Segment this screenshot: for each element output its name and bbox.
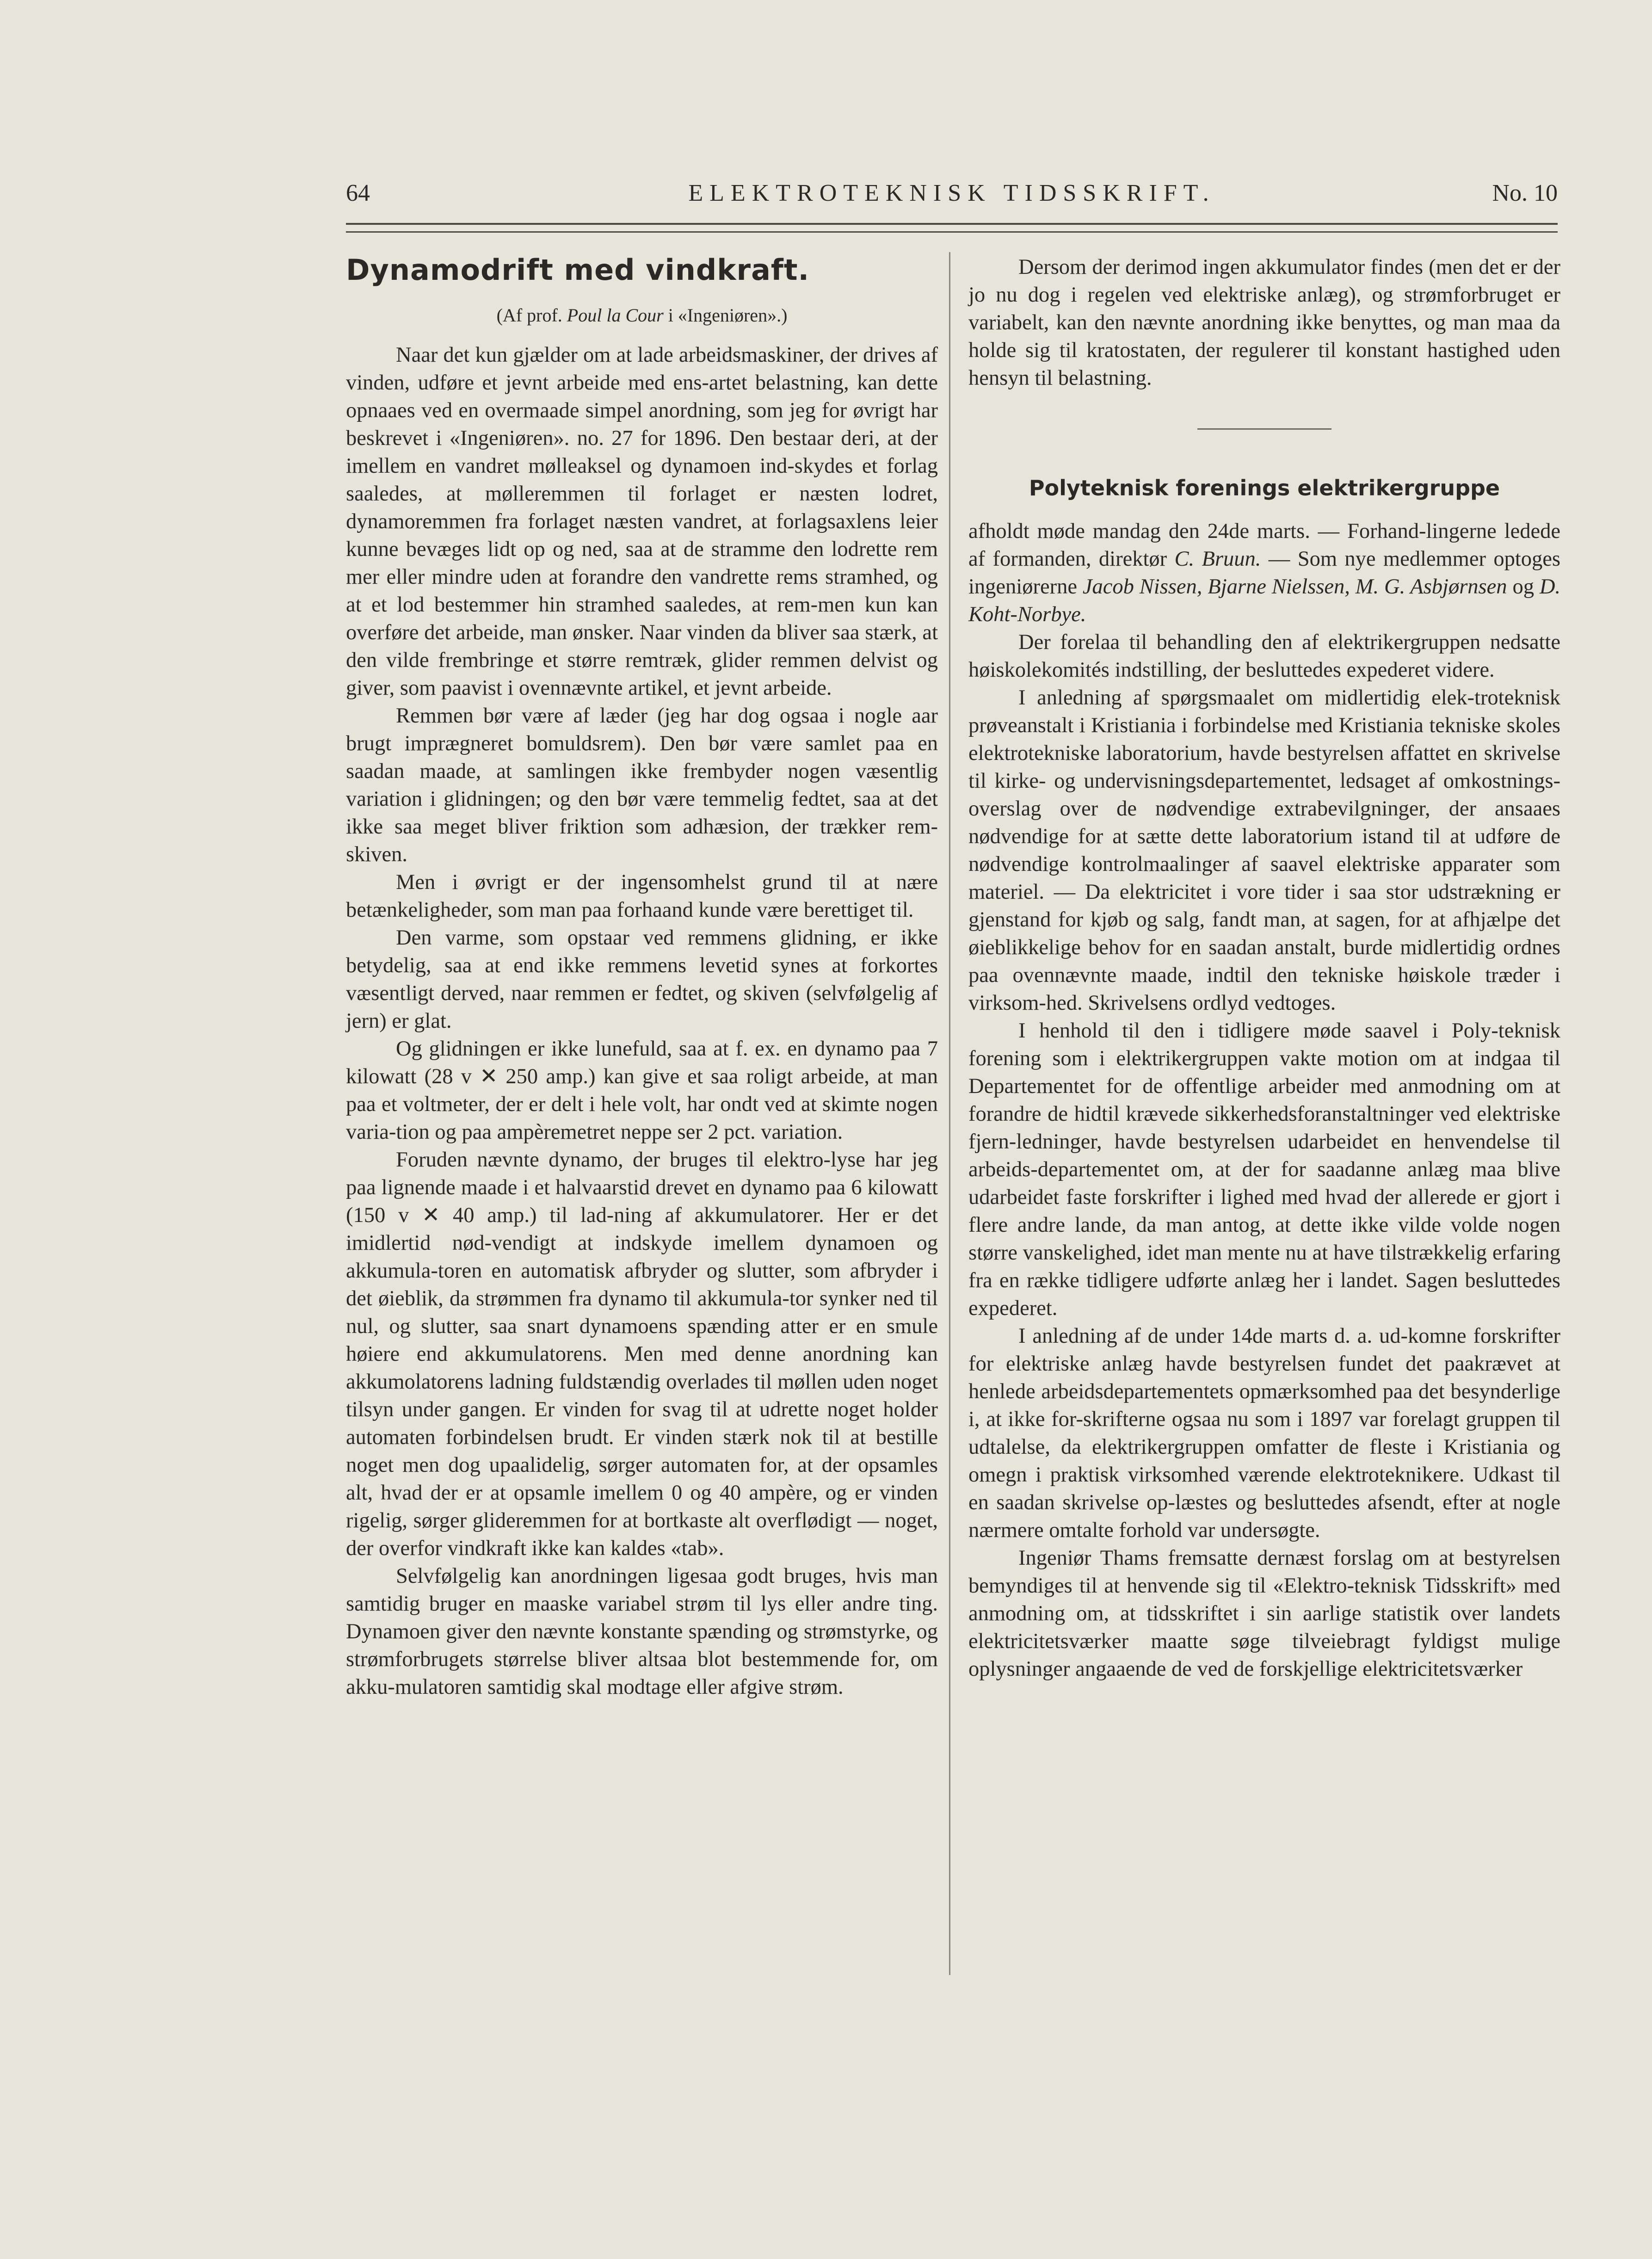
member-names: Jacob Nissen, Bjarne Nielssen, M. G. Asbjørnsen — [1082, 575, 1507, 599]
chair-name: C. Bruun. — [1174, 547, 1261, 571]
paragraph: Ingeniør Thams fremsatte dernæst forslag om at bestyrelsen bemyndiges til at henvende sig til «Elektro-teknisk Tidsskrift» med anmodning om, at tidsskriftet i sin aarlige statistik over landets elektricitetsværker maatte søge tilveiebragt fyldigst mulige oplysninger angaaende de ved de forskjellige elektricitetsværker — [968, 1546, 1560, 1681]
paragraph: I anledning af de under 14de marts d. a. ud-komne forskrifter for elektriske anlæg havde bestyrelsen fundet det paakrævet at henlede arbeidsdepartementets opmærksomhed paa det besynderlige i, at ikke for-skrifterne ogsaa nu som i 1897 var forelagt gruppen til udtalelse, da elektrikergruppen omfatter de fleste i Kristiania og omegn i praktisk virksomhed værende elektroteknikere. Udkast til en saadan skrivelse op-læstes og besluttedes afsendt, efter at nogle nærmere omtalte forhold var undersøgte. — [968, 1324, 1560, 1542]
section-intro: afholdt møde mandag den 24de marts. — Forhand-lingerne ledede af formanden, direktør C. Bruun. — Som nye medlemmer optoges ingeniørerne Jacob Nissen, Bjarne Nielssen, M. G. Asbjørnsen og D. Koht-Norbye. — [968, 519, 1561, 626]
member-name: D. Koht-Norbye. — [968, 575, 1561, 626]
continued-paragraph: Dersom der derimod ingen akkumulator findes (men det er der jo nu dog i regelen ved elektriske anlæg), og strømforbruget er variabelt, kan den nævnte anordning ikke benyttes, og man maa da holde sig til kratostaten, der regulerer til konstant hastighed uden hensyn til belastning. — [968, 255, 1560, 390]
page-number: 64 — [346, 180, 370, 206]
paragraph: Og glidningen er ikke lunefuld, saa at f. ex. en dynamo paa 7 kilowatt (28 v ✕ 250 amp.) kan give et saa roligt arbeide, at man paa et voltmeter, der er delt i hele volt, har ondt ved at skimte nogen varia-tion og paa ampèremetret neppe ser 2 pct. variation. — [346, 1037, 938, 1144]
issue-number: No. 10 — [1492, 180, 1558, 206]
byline-prefix: (Af prof. — [496, 305, 562, 326]
paragraph: Selvfølgelig kan anordningen ligesaa godt bruges, hvis man samtidig bruger en maaske variabel strøm til lys eller andre ting. Dynamoen giver den nævnte konstante spænding og strømstyrke, og strømforbrugets størrelse bliver altsaa blot bestemmende for, om akku-mulatoren samtidig skal modtage eller afgive strøm. — [346, 1564, 938, 1699]
column-divider — [949, 252, 950, 1975]
section-separator — [1197, 428, 1331, 430]
journal-title: ELEKTROTEKNISK TIDSSKRIFT. — [688, 180, 1215, 206]
left-column — [346, 253, 938, 1701]
paragraph: Der forelaa til behandling den af elektrikergruppen nedsatte høiskolekomités indstilling, der besluttedes expederet videre. — [968, 630, 1560, 682]
paragraph: Remmen bør være af læder (jeg har dog ogsaa i nogle aar brugt imprægneret bomuldsrem). Den bør være samlet paa en saadan maade, at samlingen ikke frembyder nogen væsentlig variation i glidningen; og den bør være temmelig fedtet, saa at det ikke saa meget bliver friktion som adhæsion, der trækker rem-skiven. — [346, 704, 938, 866]
byline-suffix: i «Ingeniøren».) — [668, 305, 788, 326]
running-header — [346, 175, 1558, 212]
right-column — [968, 253, 1560, 1683]
paragraph: Men i øvrigt er der ingensomhelst grund til at nære betænkeligheder, som man paa forhaand kunde være berettiget til. — [346, 870, 938, 922]
paragraph: Foruden nævnte dynamo, der bruges til elektro-lyse har jeg paa lignende maade i et halvaarstid drevet en dynamo paa 6 kilowatt (150 v ✕ 40 amp.) til lad-ning af akkumulatorer. Her er det imidlertid nød-vendigt at indskyde imellem dynamoen og akkumula-toren en automatisk afbryder og slutter, som afbryder i det øieblik, da strømmen fra dynamo til akkumula-tor synker ned til nul, og slutter, saa snart dynamoens spænding atter er en smule høiere end akkumulatorens. Men med denne anordning kan akkumolatorens ladning fuldstændig overlades til møllen uden noget tilsyn under gangen. Er vinden for svag til at udrette noget holder automaten forbindelsen brudt. Er vinden stærk nok til at bestille noget men dog upaalidelig, sørger automaten for, at der opsamles alt, hvad der er at opsamle imellem 0 og 40 ampère, og er vinden rigelig, sørger glideremmen for at bortkaste alt overflødigt — noget, der overfor vindkraft ikke kan kaldes «tab». — [346, 1148, 938, 1560]
article-title: Dynamodrift med vindkraft. — [346, 253, 810, 287]
paragraph: Den varme, som opstaar ved remmens glidning, er ikke betydelig, saa at end ikke remmens levetid synes at forkortes væsentligt derved, naar remmen er fedtet, og skiven (selvfølgelig af jern) er glat. — [346, 926, 938, 1033]
section-title: Polyteknisk forenings elektrikergruppe — [1029, 475, 1500, 500]
paragraph: Naar det kun gjælder om at lade arbeidsmaskiner, der drives af vinden, udføre et jevnt arbeide med ens-artet belastning, kan dette opnaaes ved en overmaade simpel anordning, som jeg for øvrigt har beskrevet i «Ingeniøren». no. 27 for 1896. Den bestaar deri, at der imellem en vandret mølleaksel og dynamoen ind-skydes et forlag saaledes, at mølleremmen til forlaget er næsten lodret, dynamoremmen fra forlaget næsten vandret, at forlagsaxlens leier kunne bevæges lidt op og ned, saa at de stramme den lodrette rem mer eller mindre uden at forandre den vandrette rems stramhed, og at et lod bestemmer hin stramhed saaledes, at rem-men kun kan overføre det arbeide, man ønsker. Naar vinden da bliver saa stærk, at den vilde frembringe et større remtræk, glider remmen delvist og giver, som paavist i ovennævnte artikel, et jevnt arbeide. — [346, 343, 938, 700]
header-rule — [346, 223, 1558, 233]
paragraph: I henhold til den i tidligere møde saavel i Poly-teknisk forening som i elektrikergruppen vakte motion om at indgaa til Departementet for de offentlige arbeider med anmodning om at forandre de hidtil krævede sikkerhedsforanstaltninger ved elektriske fjern-ledninger, havde bestyrelsen udarbeidet en henvendelse til arbeids-departementet om, at der for saadanne anlæg maa blive udarbeidet faste forskrifter i lighed med hvad der allerede er gjort i flere andre lande, da man antog, at dette ikke vilde volde nogen større vanskelighed, idet man mente nu at have tilstrækkelig erfaring fra en række tidligere udførte anlæg her i landet. Sagen besluttedes expederet. — [968, 1019, 1560, 1320]
paragraph: I anledning af spørgsmaalet om midlertidig elek-troteknisk prøveanstalt i Kristiania i forbindelse med Kristiania tekniske skoles elektrotekniske laboratorium, havde bestyrelsen affattet en skrivelse til kirke- og undervisningsdepartementet, ledsaget af omkostnings-overslag over de nødvendige extrabevilgninger, der ansaaes nødvendige for at sætte dette laboratorium istand til at udføre de nødvendige kontrolmaalinger af saavel elektriske apparater som materiel. — Da elektricitet i vore tider i saa stor udstrækning er gjenstand for kjøb og salg, fandt man, at sagen, for at afhjælpe det øieblikkelige behov for en saadan anstalt, burde midlertidig ordnes paa ovennævnte maade, indtil den tekniske høiskole træder i virksom-hed. Skrivelsens ordlyd vedtoges. — [968, 686, 1560, 1015]
byline-author: Poul la Cour — [567, 305, 664, 326]
byline — [346, 303, 938, 327]
